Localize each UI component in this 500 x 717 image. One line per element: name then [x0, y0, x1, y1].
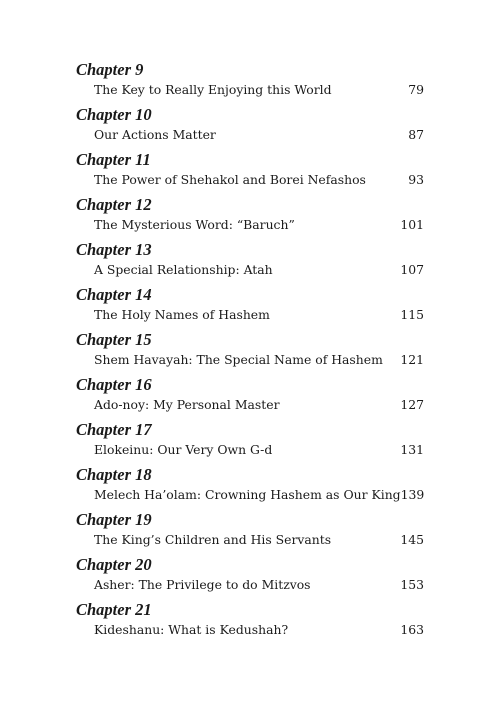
toc-entry[interactable]	[76, 375, 424, 420]
toc-entry[interactable]	[76, 195, 424, 240]
chapter-title: A Special Relationship: Atah	[94, 262, 273, 277]
toc-row	[94, 621, 424, 639]
toc-row	[94, 126, 424, 144]
chapter-title: Ado-noy: My Personal Master	[94, 397, 280, 412]
chapter-heading: Chapter 10	[76, 105, 152, 124]
chapter-title: Kideshanu: What is Kedushah?	[94, 622, 289, 637]
toc-entry[interactable]	[76, 285, 424, 330]
toc-row	[94, 441, 424, 459]
page-number: 145	[400, 532, 424, 547]
toc-entry[interactable]	[76, 150, 424, 195]
toc-row	[94, 81, 424, 99]
page-number: 93	[408, 172, 424, 187]
chapter-heading: Chapter 14	[76, 285, 152, 304]
page-number: 107	[400, 262, 424, 277]
page-number: 139	[400, 487, 425, 502]
chapter-heading: Chapter 11	[76, 150, 151, 169]
toc-row	[94, 171, 424, 189]
toc-row	[94, 486, 424, 504]
chapter-heading: Chapter 17	[76, 420, 152, 439]
chapter-heading: Chapter 20	[76, 555, 152, 574]
toc-entry[interactable]	[76, 330, 424, 375]
toc-entry[interactable]	[76, 555, 424, 600]
page-number: 131	[400, 442, 424, 457]
toc-row	[94, 351, 424, 369]
toc-entry[interactable]	[76, 240, 424, 285]
toc-row	[94, 576, 424, 594]
chapter-title: The Holy Names of Hashem	[94, 307, 270, 322]
chapter-heading: Chapter 9	[76, 60, 144, 79]
page-number: 121	[400, 352, 424, 367]
chapter-title: Elokeinu: Our Very Own G-d	[94, 442, 273, 457]
toc-entry[interactable]	[76, 420, 424, 465]
page-number: 87	[408, 127, 424, 142]
toc-entry[interactable]	[76, 600, 424, 645]
toc-entry[interactable]	[76, 105, 424, 150]
chapter-heading: Chapter 12	[76, 195, 152, 214]
page-number: 163	[400, 622, 424, 637]
chapter-title: The Mysterious Word: “Baruch”	[94, 217, 295, 232]
page-number: 127	[400, 397, 424, 412]
page-number: 153	[400, 577, 424, 592]
page-number: 101	[400, 217, 424, 232]
toc-row	[94, 396, 424, 414]
chapter-heading: Chapter 19	[76, 510, 152, 529]
chapter-heading: Chapter 18	[76, 465, 152, 484]
toc-row	[94, 306, 424, 324]
toc-entry[interactable]	[76, 465, 424, 510]
chapter-title: Asher: The Privilege to do Mitzvos	[94, 577, 311, 592]
chapter-title: Shem Havayah: The Special Name of Hashem	[94, 352, 383, 367]
page-number: 79	[408, 82, 424, 97]
chapter-heading: Chapter 15	[76, 330, 152, 349]
table-of-contents	[76, 60, 424, 645]
toc-row	[94, 531, 424, 549]
page-number: 115	[400, 307, 424, 322]
chapter-title: The Key to Really Enjoying this World	[94, 82, 332, 97]
chapter-title: The King’s Children and His Servants	[94, 532, 332, 547]
chapter-heading: Chapter 21	[76, 600, 152, 619]
chapter-title: The Power of Shehakol and Borei Nefashos	[94, 172, 366, 187]
toc-row	[94, 216, 424, 234]
chapter-title: Our Actions Matter	[94, 127, 216, 142]
toc-row	[94, 261, 424, 279]
chapter-heading: Chapter 16	[76, 375, 152, 394]
chapter-heading: Chapter 13	[76, 240, 152, 259]
toc-entry[interactable]	[76, 510, 424, 555]
chapter-title: Melech Ha’olam: Crowning Hashem as Our King	[94, 487, 401, 502]
toc-entry[interactable]	[76, 60, 424, 105]
